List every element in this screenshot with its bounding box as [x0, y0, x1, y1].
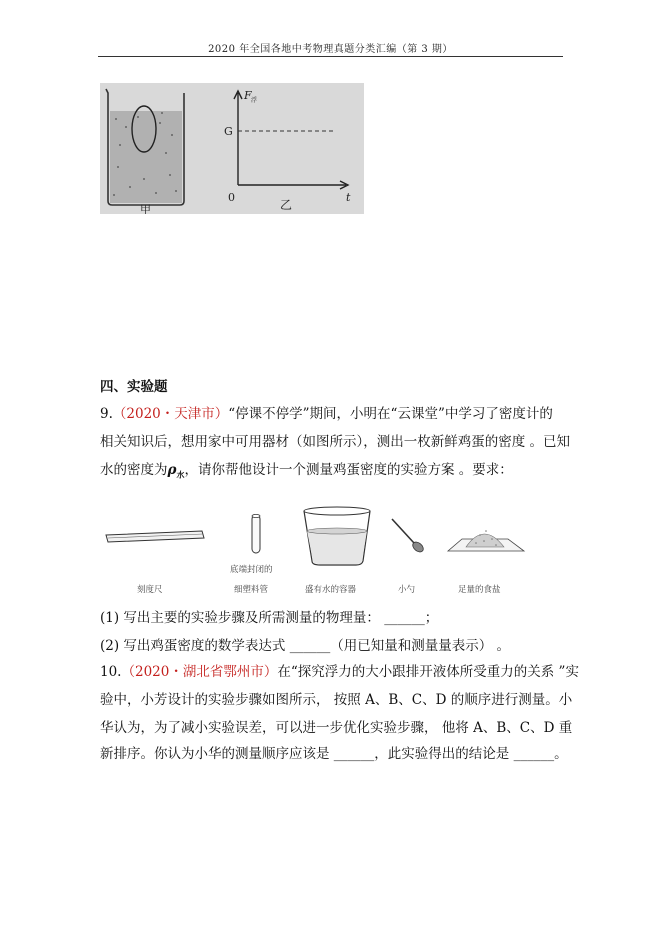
q9-line1-text: “停课不停学”期间，小明在“云课堂”中学习了密度计的: [228, 406, 553, 422]
label-jia: 甲: [140, 203, 151, 214]
q9-source: （2020・天津市）: [112, 406, 229, 422]
ruler-icon: [106, 531, 204, 542]
tube-icon: [252, 514, 260, 553]
label-salt: 足量的食盐: [458, 585, 501, 595]
section-title: 四、实验题: [100, 379, 168, 395]
label-tube-1: 底端封闭的: [230, 565, 273, 575]
q10-line1: [100, 662, 579, 682]
q10-source: （2020・湖北省鄂州市）: [121, 664, 278, 680]
origin-label: 0: [228, 191, 235, 204]
q9-line1: [100, 404, 553, 424]
beaker-and-graph-figure: [100, 83, 364, 214]
rho-symbol: $\rho_水$: [167, 462, 185, 480]
q9-line3b: ，请你帮他设计一个测量鸡蛋密度的实验方案 。要求：: [184, 462, 513, 478]
label-tube-2: 细塑料管: [234, 585, 269, 595]
g-label: G: [224, 125, 233, 138]
spoon-icon: [392, 519, 425, 554]
q9-line3a: 水的密度为: [100, 462, 168, 478]
q9-line3: [100, 460, 513, 485]
q9-line2: 相关知识后，想用家中可用器材（如图所示），测出一枚新鲜鸡蛋的密度 。已知: [100, 434, 571, 450]
label-yi: 乙: [280, 198, 293, 212]
label-spoon: 小勺: [398, 585, 416, 595]
q10-line3: 华认为，为了减小实验误差，可以进一步优化实验步骤， 他将 A、B、C、D 重: [100, 720, 573, 736]
q9-sub1: (1) 写出主要的实验步骤及所需测量的物理量： ______；: [100, 610, 439, 626]
q10-number: 10.: [100, 664, 122, 680]
axis-y-sub: 浮: [251, 97, 258, 104]
header-rule: [98, 56, 563, 57]
label-container: 盛有水的容器: [305, 585, 357, 595]
salt-pile-icon: [448, 530, 524, 551]
q10-line2: 验中，小芳设计的实验步骤如图所示， 按照 A、B、C、D 的顺序进行测量。小: [100, 692, 573, 708]
axis-y-label: F: [244, 89, 252, 102]
page-header: 2020 年全国各地中考物理真题分类汇编（第 3 期）: [208, 44, 453, 55]
q9-sub2: (2) 写出鸡蛋密度的数学表达式 ______（用已知量和测量量表示） 。: [100, 638, 510, 654]
equipment-illustration: [100, 505, 530, 595]
q10-line1-text: 在“探究浮力的大小跟排开液体所受重力的关系 ”实: [277, 664, 579, 680]
q10-line4: 新排序。你认为小华的测量顺序应该是 ______，此实验得出的结论是 ______。: [100, 746, 568, 762]
label-ruler: 刻度尺: [137, 585, 163, 595]
axis-x-label: t: [346, 191, 351, 204]
q9-number: 9.: [100, 406, 113, 422]
water-container-icon: [304, 507, 370, 565]
